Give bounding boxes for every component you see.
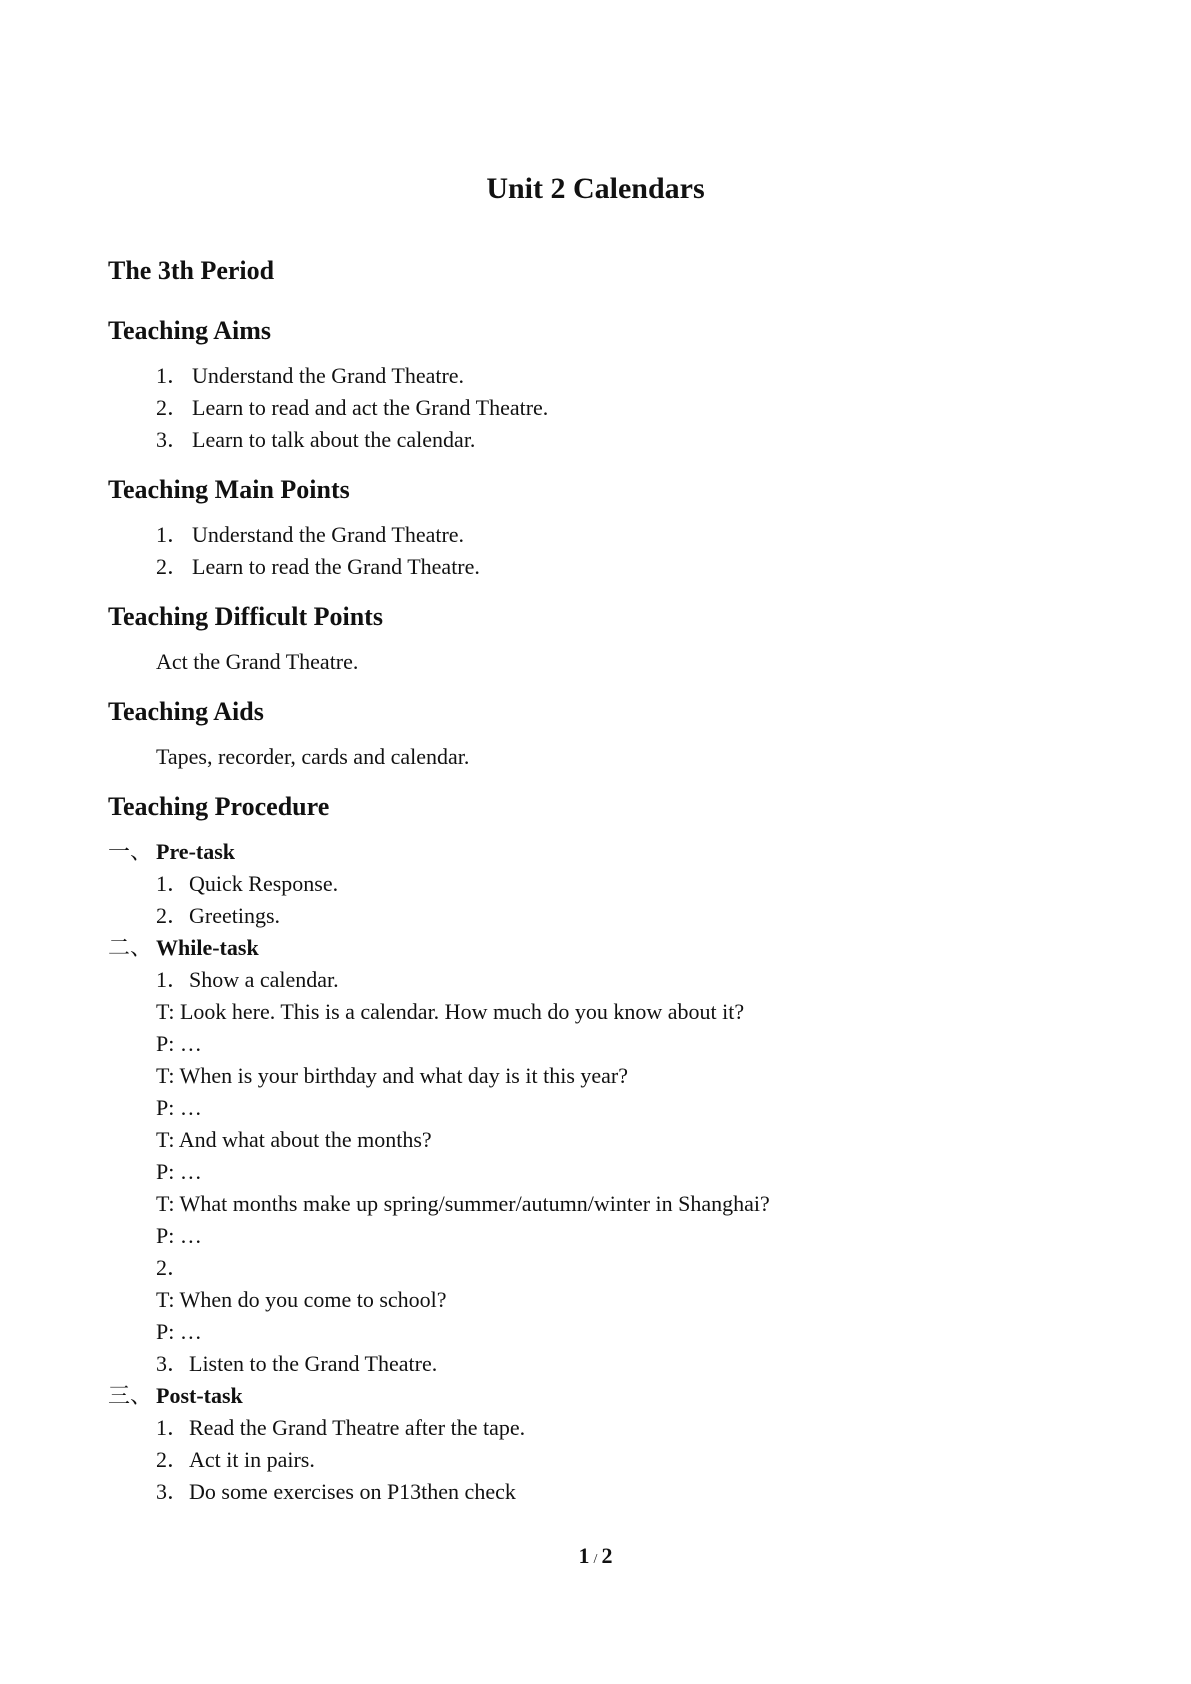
main-points-section [108,473,1108,583]
document-title: Unit 2 Calendars [486,172,705,205]
page-number: 1 / 2 [578,1543,613,1568]
procedure-line: 2．Greetings. [156,903,281,928]
aids-heading: Teaching Aids [108,697,264,726]
difficult-points-heading: Teaching Difficult Points [108,602,383,631]
list-item: 3． Learn to talk about the calendar. [156,427,476,452]
procedure-line: 1．Read the Grand Theatre after the tape. [156,1415,526,1440]
procedure-line: 3．Do some exercises on P13then check [156,1479,516,1504]
procedure-line: T: What months make up spring/summer/autumn/winter in Shanghai? [156,1191,770,1216]
procedure-line: P: … [156,1095,202,1120]
main-points-heading: Teaching Main Points [108,475,350,504]
procedure-line: T: When is your birthday and what day is it this year? [156,1063,629,1088]
list-item: 2． Learn to read the Grand Theatre. [156,554,480,579]
pre-task-heading: 一、 Pre-task [108,839,236,864]
aims-section [108,314,1108,456]
procedure-line: T: Look here. This is a calendar. How much do you know about it? [156,999,745,1024]
period-heading: The 3th Period [108,256,275,285]
procedure-line: P: … [156,1159,202,1184]
difficult-points-text: Act the Grand Theatre. [156,649,359,674]
procedure-line: 2．Act it in pairs. [156,1447,315,1472]
procedure-line: P: … [156,1319,202,1344]
procedure-line: 3．Listen to the Grand Theatre. [156,1351,438,1376]
aids-text: Tapes, recorder, cards and calendar. [156,744,470,769]
procedure-line: 1．Quick Response. [156,871,339,896]
aids-section [108,695,1108,773]
procedure-line: T: And what about the months? [156,1127,432,1152]
procedure-line: 1．Show a calendar. [156,967,339,992]
procedure-section [108,790,1108,1508]
procedure-heading: Teaching Procedure [108,792,330,821]
while-task-heading: 二、 While-task [108,935,259,960]
procedure-line: P: … [156,1031,202,1056]
list-item: 2． Learn to read and act the Grand Theatre. [156,395,549,420]
procedure-line: 2． [156,1255,190,1280]
procedure-line: T: When do you come to school? [156,1287,447,1312]
post-task-heading: 三、 Post-task [108,1383,243,1408]
difficult-points-section [108,600,1108,678]
aims-heading: Teaching Aims [108,316,272,345]
list-item: 1． Understand the Grand Theatre. [156,363,465,388]
list-item: 1． Understand the Grand Theatre. [156,522,465,547]
procedure-line: P: … [156,1223,202,1248]
